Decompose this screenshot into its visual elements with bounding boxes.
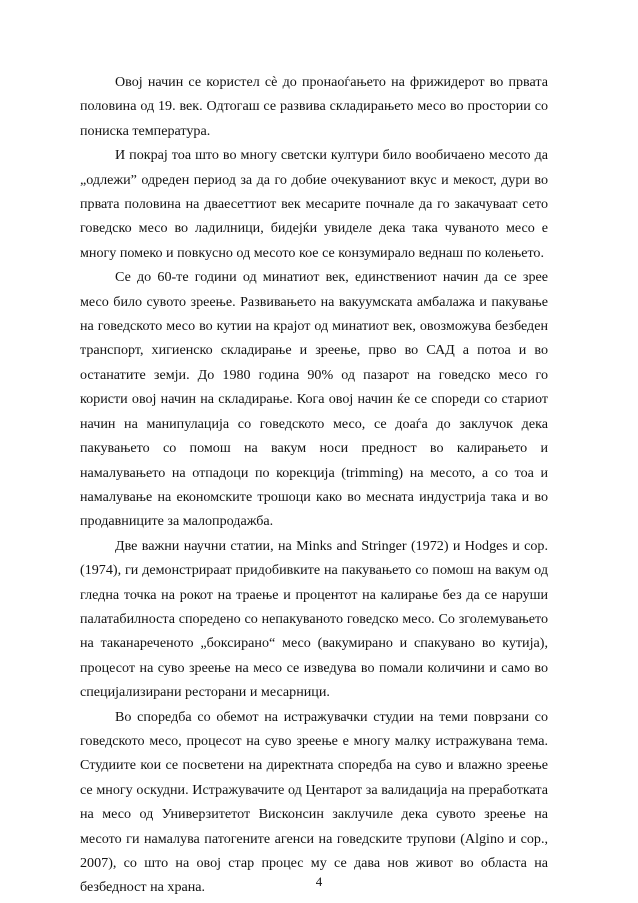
paragraph-refrigeration: Овој начин се користел сѐ до пронаоѓањето на фрижидерот во првата половина од 19. век. Одтогаш се развива складирањето месо во простории со пониска температура. (80, 74, 548, 139)
paragraph-scientific-studies: Две важни научни статии, на Minks and Stringer (1972) и Hodges и сор. (1974), ги демонстрираат придобивките на пакувањето со помош на вакум од гледна точка на рокот на траење и процентот на калирање без да се наруши палатабилноста споредено со непакуваното говедско месо. Со зголемувањето на таканареченото „боксирано“ месо (вакумирано и спакувано во кутија), процесот на суво зреење на месо се изведува во помали количини и само во специјализирани ресторани и месарници. (80, 537, 548, 701)
paragraph-vacuum-packaging: Се до 60-те години од минатиот век, единствениот начин да се зрее месо било сувото зреење. Развивањето на вакуумската амбалажа и пакување на говедското месо во кутии на крајот од минатиот век, овозможува безбеден транспорт, хигиенско складирање и зреење, прво во САД а потоа и во останатите земји. До 1980 година 90% од пазарот на говедско месо го користи овој начин на складирање. Кога овој начин ќе се спореди со стариот начин на манипулација со говедското месо, се доаѓа до заклучок дека пакувањето со помош на вакум носи предност во калирањето и намалувањето на отпадоци по корекција (trimming) на месото, а со тоа и намалување на економските трошоци како во месната индустрија така и во продавниците за малопродажба. (80, 269, 548, 530)
paragraph-dry-vs-wet-aging: Во споредба со обемот на истражувачки студии на теми поврзани со говедското месо, процесот на суво зреење е многу малку истражувана тема. Студиите кои се посветени на директната споредба на суво и влажно зреење се многу оскудни. Истражувачите од Центарот за валидација на преработката на месо од Универзитетот Висконсин заклучиле дека сувото зреење на месото ги намалува патогените агенси на говедските трупови (Algino и сор., 2007), со што на овој стар процес му се дава нов живот во областа на безбедност на храна. (80, 708, 548, 896)
page-number: 4 (315, 874, 323, 889)
paragraph-aging-tradition: И покрај тоа што во многу светски култури било вообичаено месото да „одлежи” одреден период за да го добие очекуваниот вкус и мекост, дури во првата половина на дваесеттиот век месарите почнале да го закачуваат сето говедско месо во ладилници, бидејќи увиделе дека така чуваното месо е многу помеко и повкусно од месото кое се конзумирало веднаш по колењето. (80, 147, 548, 261)
body-text (80, 70, 548, 900)
